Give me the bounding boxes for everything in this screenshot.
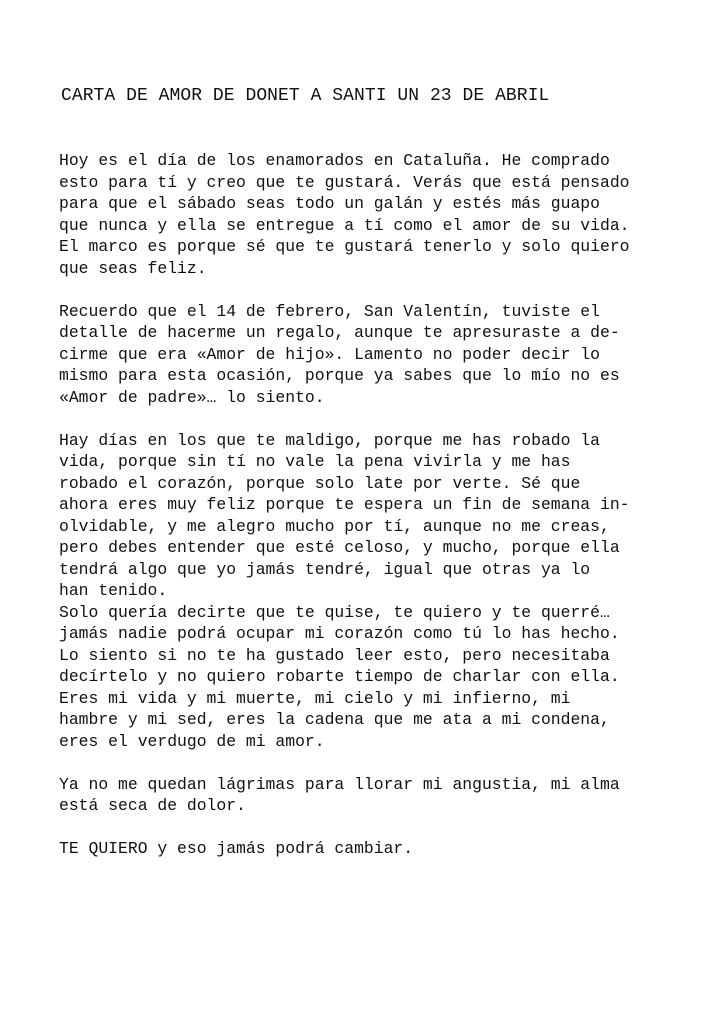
paragraph-line: Lo siento si no te ha gustado leer esto, pero necesitaba xyxy=(59,645,610,665)
paragraph-line: mismo para esta ocasión, porque ya sabes que lo mío no es xyxy=(59,366,620,385)
paragraph-line: está seca de dolor. xyxy=(59,796,246,815)
paragraph-line: detalle de hacerme un regalo, aunque te apresuraste a de- xyxy=(59,323,620,342)
paragraph-line: eres el verdugo de mi amor. xyxy=(59,731,325,751)
paragraph-line: hambre y mi sed, eres la cadena que me ata a mi condena, xyxy=(59,710,610,729)
paragraph-line: Hoy es el día de los enamorados en Cataluña. He comprado xyxy=(59,151,610,170)
paragraph-line: esto para tí y creo que te gustará. Verás que está pensado xyxy=(59,172,630,192)
paragraph-line: Solo quería decirte que te quise, te quiero y te querré… xyxy=(59,602,610,622)
paragraph-line: pero debes entender que esté celoso, y mucho, porque ella xyxy=(59,538,620,557)
paragraph-line: decírtelo y no quiero robarte tiempo de charlar con ella. xyxy=(59,667,620,686)
letter-paragraph xyxy=(59,430,679,602)
letter-paragraph xyxy=(59,150,679,279)
paragraph-line: olvidable, y me alegro mucho por tí, aunque no me creas, xyxy=(59,516,610,536)
paragraph-line: Hay días en los que te maldigo, porque me has robado la xyxy=(59,430,600,450)
paragraph-line: Recuerdo que el 14 de febrero, San Valentín, tuviste el xyxy=(59,301,600,321)
paragraph-line: Ya no me quedan lágrimas para llorar mi angustia, mi alma xyxy=(59,774,620,794)
paragraph-line: TE QUIERO y eso jamás podrá cambiar. xyxy=(59,839,414,858)
paragraph-line: El marco es porque sé que te gustará tenerlo y solo quiero xyxy=(59,237,630,256)
paragraph-line: «Amor de padre»… lo siento. xyxy=(59,387,325,407)
paragraph-line: que nunca y ella se entregue a tí como el amor de su vida. xyxy=(59,215,630,235)
letter-paragraph xyxy=(59,301,679,409)
paragraph-line: vida, porque sin tí no vale la pena vivirla y me has xyxy=(59,452,571,471)
letter-paragraph xyxy=(59,838,679,860)
paragraph-line: han tenido. xyxy=(59,581,168,600)
letter-paragraph xyxy=(59,774,679,817)
letter-paragraph xyxy=(59,602,679,753)
letter-title: CARTA DE AMOR DE DONET A SANTI UN 23 DE ABRIL xyxy=(61,86,550,106)
paragraph-line: para que el sábado seas todo un galán y estés más guapo xyxy=(59,194,600,213)
paragraph-line: tendrá algo que yo jamás tendré, igual que otras ya lo xyxy=(59,559,591,579)
letter-body xyxy=(59,150,679,881)
paragraph-line: robado el corazón, porque solo late por verte. Sé que xyxy=(59,473,581,493)
paragraph-line: que seas feliz. xyxy=(59,258,207,278)
paragraph-line: ahora eres muy feliz porque te espera un fin de semana in- xyxy=(59,495,630,514)
paragraph-line: Eres mi vida y mi muerte, mi cielo y mi infierno, mi xyxy=(59,688,571,708)
paragraph-line: jamás nadie podrá ocupar mi corazón como tú lo has hecho. xyxy=(59,624,620,643)
paragraph-line: cirme que era «Amor de hijo». Lamento no poder decir lo xyxy=(59,344,600,364)
